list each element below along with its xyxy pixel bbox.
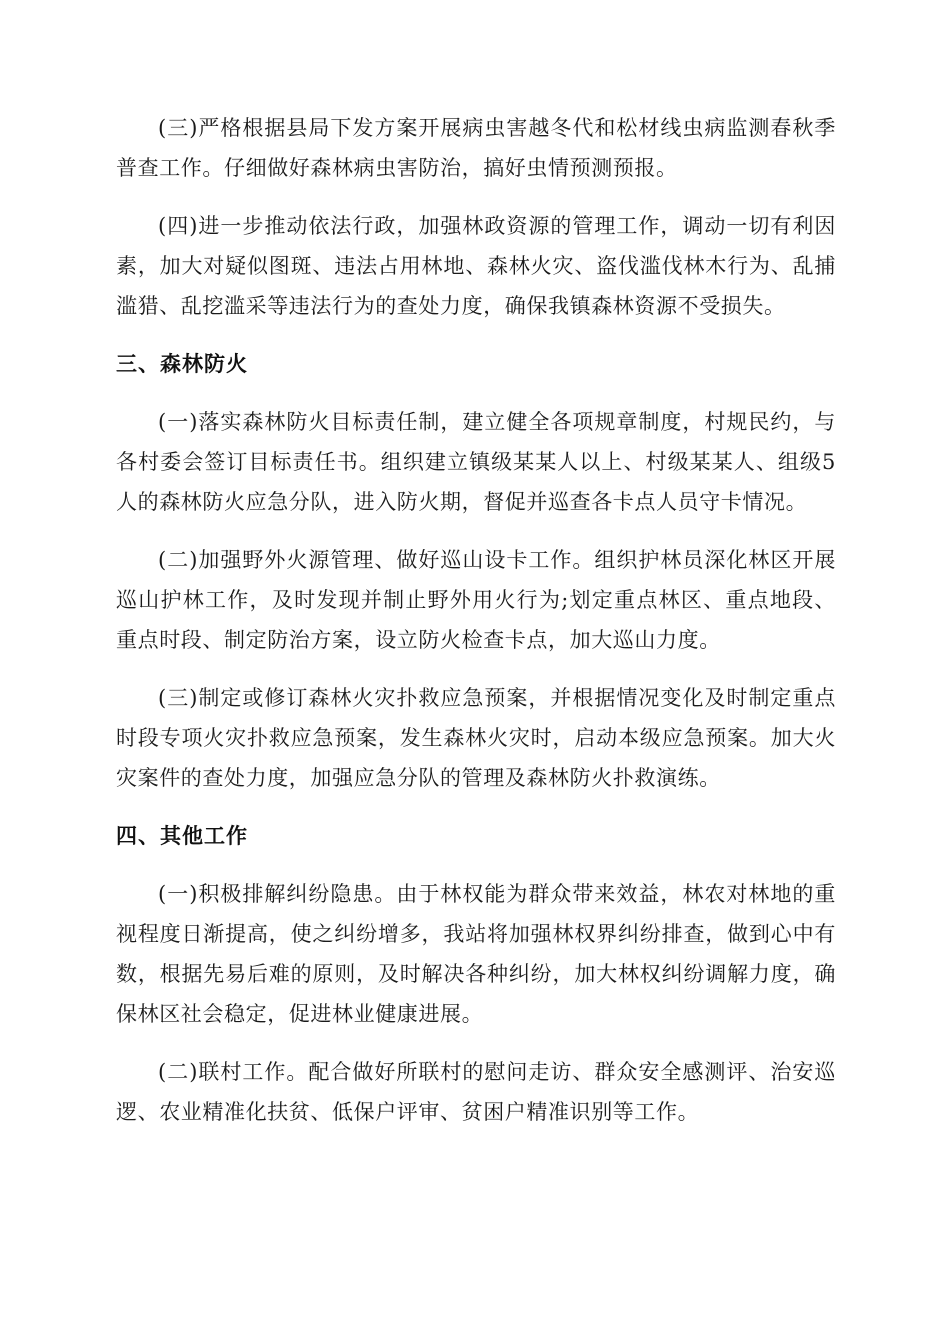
paragraph-fire-responsibility: (一)落实森林防火目标责任制，建立健全各项规章制度，村规民约，与各村委会签订目标责任书。组织建立镇级某某人以上、村级某某人、组级5人的森林防火应急分队，进入防火期，督促并巡查各卡点人员守卡情况。 bbox=[116, 410, 836, 514]
paragraph-village-liaison: (二)联村工作。配合做好所联村的慰问走访、群众安全感测评、治安巡逻、农业精准化扶贫、低保户评审、贫困户精准识别等工作。 bbox=[116, 1060, 836, 1124]
section-heading-other-work: 四、其他工作 bbox=[116, 824, 248, 848]
paragraph-fire-emergency-plan: (三)制定或修订森林火灾扑救应急预案，并根据情况变化及时制定重点时段专项火灾扑救应急预案，发生森林火灾时，启动本级应急预案。加大火灾案件的查处力度，加强应急分队的管理及森林防火扑救演练。 bbox=[116, 686, 836, 790]
section-heading-fire-prevention: 三、森林防火 bbox=[116, 352, 248, 376]
paragraph-pest-survey: (三)严格根据县局下发方案开展病虫害越冬代和松材线虫病监测春秋季普查工作。仔细做好森林病虫害防治，搞好虫情预测预报。 bbox=[116, 116, 836, 180]
paragraph-dispute-resolution: (一)积极排解纠纷隐患。由于林权能为群众带来效益，林农对林地的重视程度日渐提高，使之纠纷增多，我站将加强林权界纠纷排查，做到心中有数，根据先易后难的原则，及时解决各种纠纷，加大林权纠纷调解力度，确保林区社会稳定，促进林业健康进展。 bbox=[116, 882, 836, 1026]
paragraph-fire-source-management: (二)加强野外火源管理、做好巡山设卡工作。组织护林员深化林区开展巡山护林工作，及时发现并制止野外用火行为;划定重点林区、重点地段、重点时段、制定防治方案，设立防火检查卡点，加大巡山力度。 bbox=[116, 548, 836, 652]
document-body bbox=[116, 108, 836, 1150]
paragraph-forest-administration: (四)进一步推动依法行政，加强林政资源的管理工作，调动一切有利因素，加大对疑似图斑、违法占用林地、森林火灾、盗伐滥伐林木行为、乱捕滥猎、乱挖滥采等违法行为的查处力度，确保我镇森林资源不受损失。 bbox=[116, 214, 836, 318]
